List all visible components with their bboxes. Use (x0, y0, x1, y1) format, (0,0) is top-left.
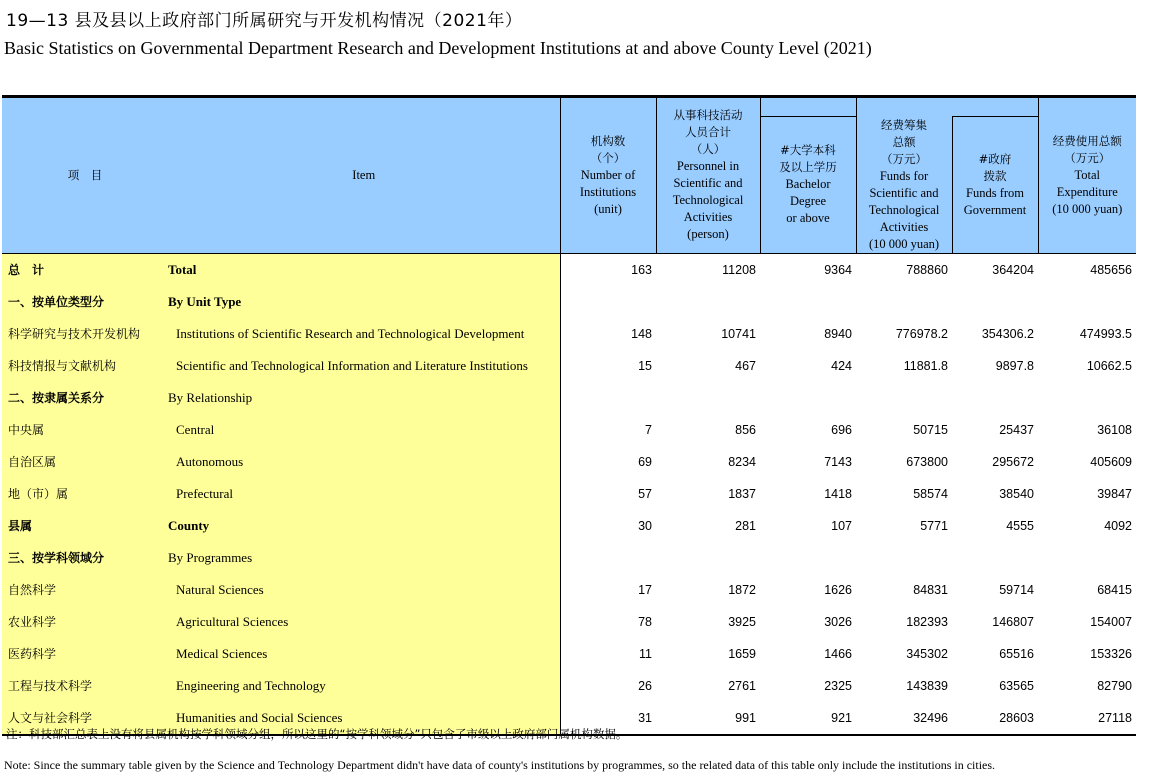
cell-funds: 776978.2 (895, 326, 948, 341)
header-gov-cn: #政府 拨款 (978, 151, 1012, 183)
table-row (2, 414, 1136, 446)
row-label-en: Total (168, 253, 560, 286)
cell-funds: 5771 (920, 518, 948, 533)
cell-gov-funds: 59714 (999, 582, 1034, 597)
cell-personnel: 2761 (728, 678, 756, 693)
table-body (2, 253, 1136, 735)
footnote-chinese: 注：科技部汇总表上没有将县属机构按学科领域分组，所以这里的“按学科领域分”只包含了市级以上政府部门属机构数据。 (6, 727, 628, 741)
header-item-cn-label: 项 目 (67, 167, 103, 182)
cell-personnel: 11208 (722, 262, 756, 277)
cell-institutions (560, 542, 656, 574)
cell-bachelor: 1418 (824, 486, 852, 501)
cell-expenditure: 153326 (1090, 646, 1132, 661)
cell-expenditure: 27118 (1038, 702, 1136, 735)
header-personnel-en: Personnel in Scientific and Technological Activities (person) (672, 159, 744, 242)
header-institutions-cn: 机构数 （个） (590, 133, 626, 165)
cell-institutions: 163 (560, 253, 656, 286)
row-label-cn: 人文与社会科学 (2, 702, 168, 735)
cell-funds (856, 382, 952, 414)
table-row (2, 446, 1136, 478)
row-label-en: Humanities and Social Sciences (168, 702, 560, 735)
row-label-en: Natural Sciences (168, 574, 560, 606)
footnote-english: Note: Since the summary table given by the Science and Technology Department didn't have data of county's institutions by programmes, so the related data of this table only include the institutions in cities. (4, 758, 996, 772)
cell-funds (856, 286, 952, 318)
cell-institutions: 26 (560, 670, 656, 702)
row-label-cn: 自然科学 (2, 574, 168, 606)
header-item-en-label: Item (352, 167, 376, 182)
row-label-cn: 县属 (2, 510, 168, 542)
header-personnel-cn: 从事科技活动 人员合计 （人） (673, 108, 743, 157)
cell-expenditure: 405609 (1090, 454, 1132, 469)
cell-expenditure (1038, 382, 1136, 414)
cell-bachelor: 107 (831, 518, 852, 533)
cell-funds: 50715 (913, 422, 948, 437)
cell-gov-funds: 364204 (992, 262, 1034, 277)
header-gov-spacer (952, 97, 1038, 117)
cell-bachelor: 921 (760, 702, 856, 735)
row-label-en: Central (168, 414, 560, 446)
header-funds-spacer (856, 97, 952, 117)
cell-institutions (560, 382, 656, 414)
cell-gov-funds: 146807 (992, 614, 1034, 629)
cell-bachelor (760, 286, 856, 318)
row-label-en: By Unit Type (168, 286, 560, 318)
cell-bachelor: 7143 (824, 454, 852, 469)
cell-bachelor: 3026 (824, 614, 852, 629)
row-label-en: By Relationship (168, 382, 560, 414)
row-label-en: Agricultural Sciences (168, 606, 560, 638)
cell-funds: 788860 (906, 262, 948, 277)
table-title-chinese: 19—13 县及县以上政府部门所属研究与开发机构情况（2021年） (6, 11, 523, 31)
cell-gov-funds: 295672 (992, 454, 1034, 469)
row-label-en: Autonomous (168, 446, 560, 478)
cell-funds: 673800 (906, 454, 948, 469)
cell-personnel: 10741 (721, 326, 756, 341)
cell-funds: 345302 (906, 646, 948, 661)
table-row (2, 350, 1136, 382)
table-row (2, 510, 1136, 542)
row-label-en: Scientific and Technological Information and Literature Institutions (168, 350, 560, 382)
row-label-en: Medical Sciences (168, 638, 560, 670)
row-label-en: County (168, 510, 560, 542)
table-row (2, 638, 1136, 670)
row-label-en: By Programmes (168, 542, 560, 574)
cell-gov-funds: 9897.8 (995, 358, 1034, 373)
row-label-en: Prefectural (168, 478, 560, 510)
row-label-cn: 科学研究与技术开发机构 (2, 318, 168, 350)
cell-personnel: 991 (656, 702, 760, 735)
cell-funds: 11881.8 (903, 358, 948, 373)
cell-bachelor: 9364 (824, 262, 852, 277)
table-row (2, 574, 1136, 606)
cell-institutions: 30 (560, 510, 656, 542)
table-row (2, 253, 1136, 286)
row-label-cn: 三、按学科领域分 (2, 542, 168, 574)
cell-personnel: 8234 (728, 454, 756, 469)
header-expenditure-en: Total Expenditure (10 000 yuan) (1052, 167, 1123, 216)
cell-institutions: 69 (560, 446, 656, 478)
cell-gov-funds (952, 286, 1038, 318)
cell-expenditure: 474993.5 (1079, 326, 1132, 341)
header-expenditure (1038, 97, 1136, 254)
cell-bachelor (760, 542, 856, 574)
cell-expenditure (1038, 542, 1136, 574)
cell-expenditure: 39847 (1097, 486, 1132, 501)
cell-expenditure: 68415 (1097, 582, 1132, 597)
cell-bachelor: 424 (831, 358, 852, 373)
cell-personnel: 1872 (728, 582, 756, 597)
cell-gov-funds: 38540 (999, 486, 1034, 501)
table-header (2, 97, 1136, 254)
cell-personnel (656, 286, 760, 318)
cell-personnel: 3925 (728, 614, 756, 629)
row-label-cn: 医药科学 (2, 638, 168, 670)
cell-expenditure (1038, 286, 1136, 318)
row-label-cn: 地（市）属 (2, 478, 168, 510)
cell-gov-funds: 65516 (999, 646, 1034, 661)
header-personnel (656, 97, 760, 254)
cell-gov-funds: 63565 (999, 678, 1034, 693)
cell-bachelor: 696 (831, 422, 852, 437)
table-row (2, 478, 1136, 510)
statistics-table (2, 95, 1136, 736)
table-row (2, 670, 1136, 702)
table-row (2, 286, 1136, 318)
table-title-english: Basic Statistics on Governmental Department Research and Development Institutions at and above County Level (2021) (4, 38, 872, 58)
row-label-cn: 工程与技术科学 (2, 670, 168, 702)
header-funds (856, 117, 952, 254)
cell-gov-funds: 354306.2 (981, 326, 1034, 341)
cell-funds: 84831 (913, 582, 948, 597)
table-row (2, 606, 1136, 638)
row-label-cn: 总 计 (2, 253, 168, 286)
cell-institutions: 31 (560, 702, 656, 735)
row-label-cn: 二、按隶属关系分 (2, 382, 168, 414)
cell-institutions: 148 (560, 318, 656, 350)
cell-bachelor (760, 382, 856, 414)
cell-institutions: 15 (560, 350, 656, 382)
cell-expenditure: 4092 (1104, 518, 1132, 533)
table-row (2, 382, 1136, 414)
cell-expenditure: 485656 (1090, 262, 1132, 277)
row-label-en: Engineering and Technology (168, 670, 560, 702)
cell-personnel: 467 (735, 358, 756, 373)
cell-bachelor: 2325 (824, 678, 852, 693)
header-bachelor-cn: #大学本科 及以上学历 (779, 143, 837, 175)
cell-institutions: 7 (560, 414, 656, 446)
statistics-table-container (2, 95, 1136, 736)
cell-gov-funds: 4555 (1006, 518, 1034, 533)
header-gov-en: Funds from Government (963, 185, 1027, 217)
header-funds-en: Funds for Scientific and Technological Activities (10 000 yuan) (868, 168, 940, 251)
header-gov (952, 117, 1038, 254)
cell-funds: 58574 (913, 486, 948, 501)
cell-institutions: 17 (560, 574, 656, 606)
cell-gov-funds (952, 382, 1038, 414)
cell-institutions: 78 (560, 606, 656, 638)
row-label-cn: 科技情报与文献机构 (2, 350, 168, 382)
cell-expenditure: 36108 (1097, 422, 1132, 437)
cell-expenditure: 10662.5 (1086, 358, 1132, 373)
row-label-cn: 农业科学 (2, 606, 168, 638)
cell-personnel: 856 (735, 422, 756, 437)
header-item-en (168, 97, 560, 254)
cell-funds: 182393 (906, 614, 948, 629)
header-bachelor-en: Bachelor Degree or above (785, 177, 831, 226)
header-item-cn (2, 97, 168, 254)
cell-institutions: 57 (560, 478, 656, 510)
header-funds-cn: 经费筹集 总额 （万元） (881, 117, 927, 166)
cell-bachelor: 8940 (824, 326, 852, 341)
cell-personnel: 1659 (728, 646, 756, 661)
cell-funds: 143839 (906, 678, 948, 693)
cell-expenditure: 154007 (1090, 614, 1132, 629)
table-row (2, 542, 1136, 574)
cell-bachelor: 1626 (824, 582, 852, 597)
cell-bachelor: 1466 (824, 646, 852, 661)
header-bachelor-spacer (760, 97, 856, 117)
cell-funds: 32496 (856, 702, 952, 735)
cell-expenditure: 82790 (1097, 678, 1132, 693)
header-institutions (560, 97, 656, 254)
cell-gov-funds: 28603 (952, 702, 1038, 735)
cell-institutions (560, 286, 656, 318)
cell-personnel: 1837 (728, 486, 756, 501)
row-label-en: Institutions of Scientific Research and Technological Development (168, 318, 560, 350)
cell-funds (856, 542, 952, 574)
row-label-cn: 一、按单位类型分 (2, 286, 168, 318)
cell-personnel: 281 (735, 518, 756, 533)
header-bachelor (760, 117, 856, 254)
header-institutions-en: Number of Institutions (unit) (579, 167, 637, 216)
header-expenditure-cn: 经费使用总额 （万元） (1052, 133, 1122, 165)
row-label-cn: 自治区属 (2, 446, 168, 478)
cell-gov-funds: 25437 (999, 422, 1034, 437)
table-row (2, 318, 1136, 350)
row-label-cn: 中央属 (2, 414, 168, 446)
cell-gov-funds (952, 542, 1038, 574)
cell-personnel (656, 542, 760, 574)
cell-institutions: 11 (560, 638, 656, 670)
cell-personnel (656, 382, 760, 414)
